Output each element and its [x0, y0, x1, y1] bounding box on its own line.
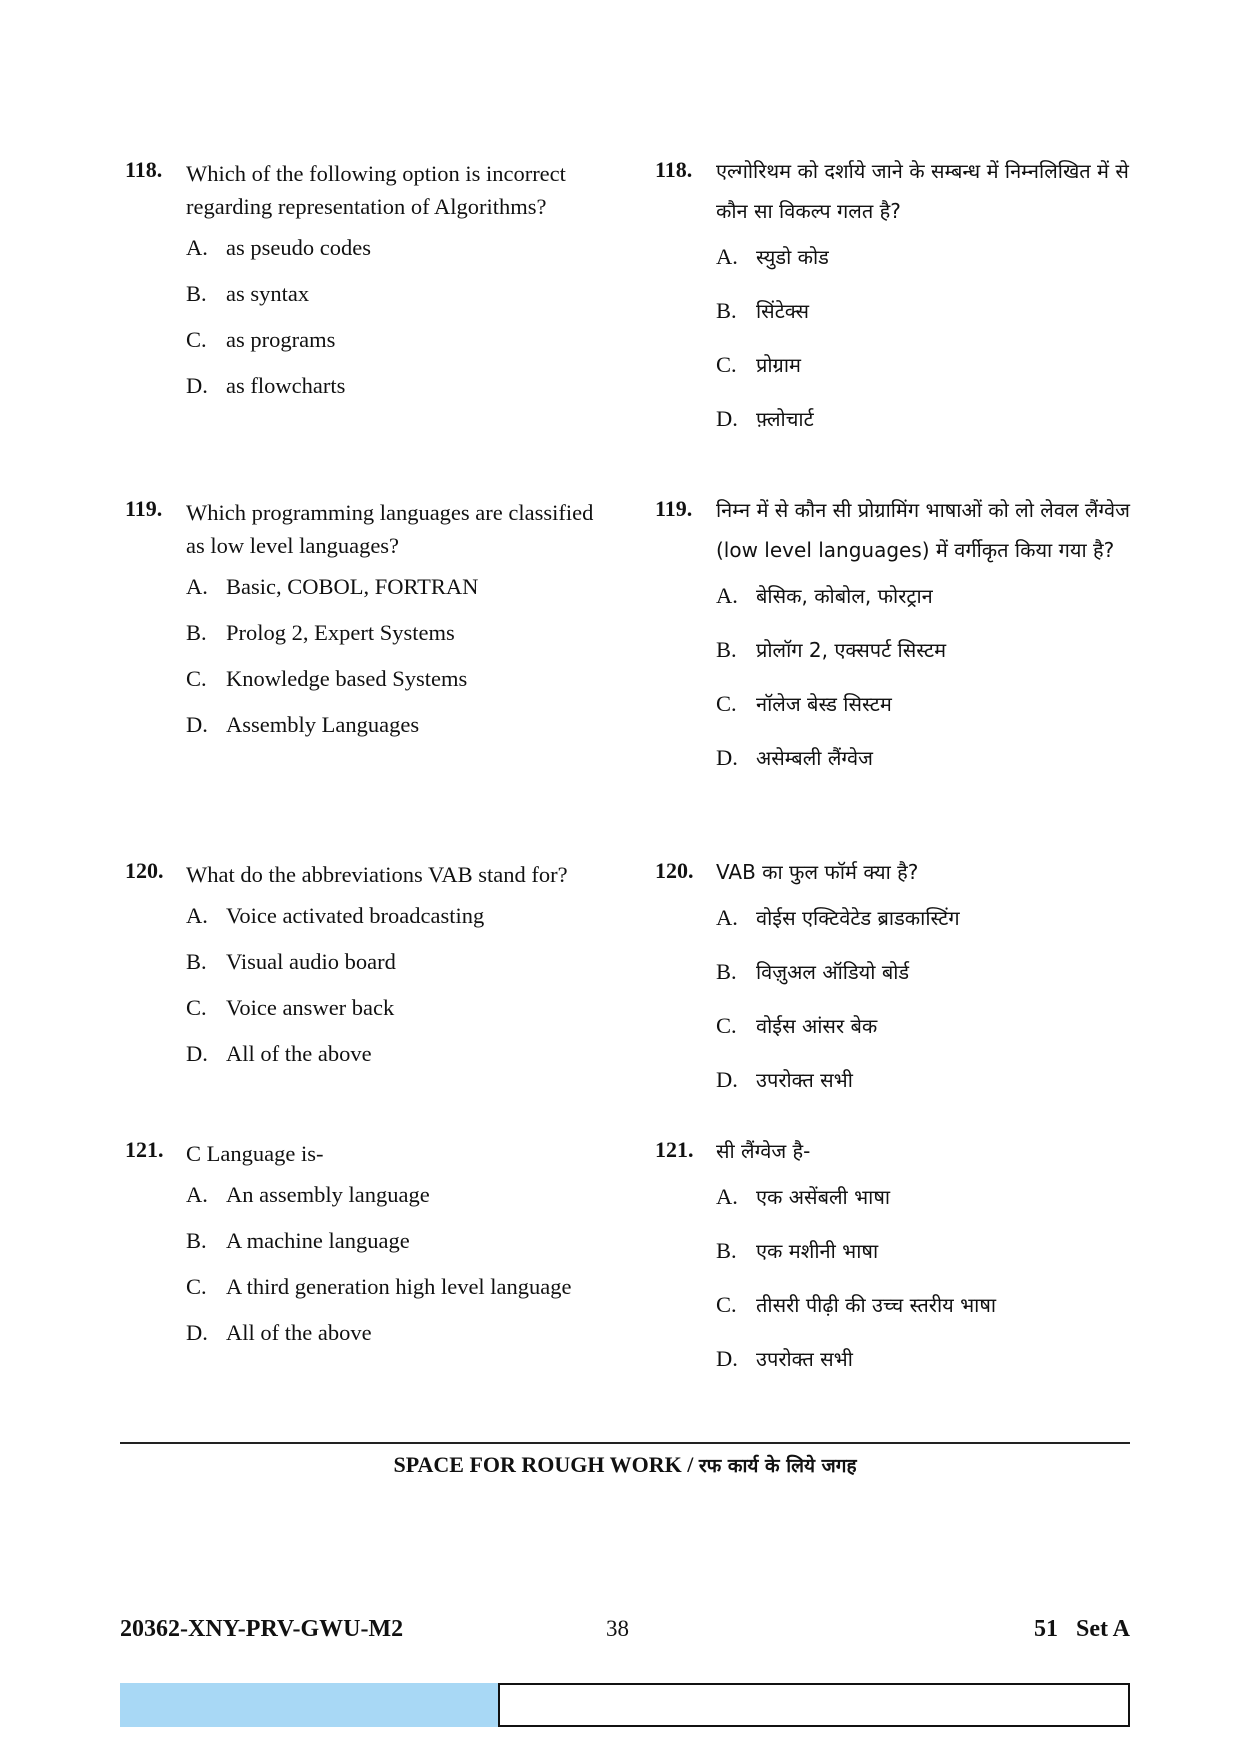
question-120-en: [125, 858, 595, 1083]
option-letter: B.: [186, 281, 207, 306]
option-c: [186, 1270, 595, 1303]
option-text: as flowcharts: [226, 373, 346, 398]
option-a: [716, 239, 1135, 275]
options-list: [186, 570, 595, 741]
option-a: [186, 231, 595, 264]
option-b: [186, 616, 595, 649]
question-118-en: [125, 157, 595, 415]
question-119-en: [125, 496, 595, 754]
options-list: [186, 899, 595, 1070]
question-number: 119.: [125, 496, 163, 521]
section-divider: [120, 1442, 1130, 1444]
option-c: [186, 323, 595, 356]
option-letter: D.: [186, 1041, 208, 1066]
option-letter: B.: [186, 1228, 207, 1253]
option-text: A machine language: [226, 1228, 410, 1253]
question-text: सी लैंग्वेज है-: [716, 1139, 811, 1163]
option-letter: A.: [716, 905, 738, 930]
option-text: तीसरी पीढ़ी की उच्च स्तरीय भाषा: [756, 1293, 997, 1317]
option-letter: C.: [186, 995, 207, 1020]
option-b: [716, 954, 1135, 990]
option-text: All of the above: [226, 1320, 372, 1345]
question-number: 120.: [125, 858, 164, 883]
option-a: [186, 899, 595, 932]
question-text: Which programming languages are classified as low level languages?: [186, 500, 594, 558]
option-letter: B.: [716, 298, 737, 323]
option-text: Voice activated broadcasting: [226, 903, 485, 928]
options-list: [186, 1178, 595, 1349]
option-c: [186, 991, 595, 1024]
rough-work-label-hi: रफ कार्य के लिये जगह: [698, 1455, 857, 1477]
option-letter: B.: [186, 620, 207, 645]
option-letter: D.: [186, 1320, 208, 1345]
question-number: 120.: [655, 858, 694, 883]
option-a: [716, 900, 1135, 936]
option-letter: C.: [716, 1013, 737, 1038]
option-b: [716, 632, 1135, 668]
option-text: उपरोक्त सभी: [756, 1068, 853, 1092]
option-letter: A.: [716, 583, 738, 608]
option-text: Knowledge based Systems: [226, 666, 468, 691]
option-text: Visual audio board: [226, 949, 396, 974]
option-text: उपरोक्त सभी: [756, 1347, 853, 1371]
option-text: Assembly Languages: [226, 712, 420, 737]
rough-work-label-en: SPACE FOR ROUGH WORK /: [393, 1452, 694, 1477]
question-text: निम्न में से कौन सी प्रोग्रामिंग भाषाओं को लो लेवल लैंग्वेज (low level languages) में वर्गीकृत किया गया है?: [716, 498, 1131, 562]
option-text: एक मशीनी भाषा: [756, 1239, 879, 1263]
option-text: विज़ुअल ऑडियो बोर्ड: [756, 960, 910, 984]
option-text: All of the above: [226, 1041, 372, 1066]
page-number: 38: [606, 1616, 629, 1641]
option-letter: A.: [186, 235, 208, 260]
option-letter: C.: [716, 691, 737, 716]
options-list: [186, 231, 595, 402]
option-c: [716, 686, 1135, 722]
question-number: 118.: [655, 157, 693, 182]
option-a: [716, 578, 1135, 614]
option-letter: B.: [716, 959, 737, 984]
option-letter: A.: [186, 1182, 208, 1207]
option-letter: A.: [716, 1184, 738, 1209]
option-a: [716, 1179, 1135, 1215]
option-c: [186, 662, 595, 695]
option-letter: A.: [716, 244, 738, 269]
question-number: 121.: [125, 1137, 164, 1162]
options-list: [716, 578, 1135, 776]
option-letter: C.: [186, 666, 207, 691]
option-text: फ़्लोचार्ट: [756, 407, 814, 431]
option-b: [186, 1224, 595, 1257]
option-c: [716, 347, 1135, 383]
rough-work-heading: [120, 1452, 1130, 1478]
option-text: सिंटेक्स: [756, 299, 810, 323]
option-letter: B.: [716, 637, 737, 662]
question-number: 119.: [655, 496, 693, 521]
option-text: प्रोग्राम: [756, 353, 801, 377]
option-text: Prolog 2, Expert Systems: [226, 620, 455, 645]
question-text: Which of the following option is incorrect regarding representation of Algorithms?: [186, 161, 566, 219]
option-text: Voice answer back: [226, 995, 395, 1020]
option-letter: D.: [716, 1346, 738, 1371]
set-label: 51 Set A: [1034, 1616, 1130, 1642]
option-text: as pseudo codes: [226, 235, 371, 260]
option-text: as syntax: [226, 281, 310, 306]
question-120-hi: [655, 858, 1135, 1116]
option-letter: C.: [716, 352, 737, 377]
option-letter: C.: [716, 1292, 737, 1317]
option-d: [716, 1062, 1135, 1098]
footer-empty-box: [498, 1683, 1130, 1727]
question-text: VAB का फुल फॉर्म क्या है?: [716, 860, 919, 884]
option-text: स्युडो कोड: [756, 245, 829, 269]
booklet-code: 20362-XNY-PRV-GWU-M2: [120, 1616, 404, 1642]
option-d: [186, 1037, 595, 1070]
question-119-hi: [655, 496, 1135, 794]
option-letter: B.: [716, 1238, 737, 1263]
options-list: [716, 1179, 1135, 1377]
option-letter: D.: [716, 406, 738, 431]
option-text: Basic, COBOL, FORTRAN: [226, 574, 479, 599]
option-b: [716, 293, 1135, 329]
option-d: [186, 708, 595, 741]
option-letter: D.: [716, 745, 738, 770]
option-d: [186, 1316, 595, 1349]
option-text: as programs: [226, 327, 336, 352]
option-letter: D.: [186, 373, 208, 398]
question-number: 121.: [655, 1137, 694, 1162]
option-text: प्रोलॉग 2, एक्सपर्ट सिस्टम: [756, 638, 947, 662]
option-text: वोईस एक्टिवेटेड ब्राडकास्टिंग: [756, 906, 960, 930]
option-d: [716, 401, 1135, 437]
option-text: असेम्बली लैंग्वेज: [756, 746, 873, 770]
option-text: A third generation high level language: [226, 1274, 572, 1299]
option-c: [716, 1287, 1135, 1323]
options-list: [716, 239, 1135, 437]
question-121-hi: [655, 1137, 1135, 1395]
option-a: [186, 1178, 595, 1211]
footer-color-band: [120, 1683, 498, 1727]
option-a: [186, 570, 595, 603]
option-text: वोईस आंसर बेक: [756, 1014, 878, 1038]
option-letter: C.: [186, 1274, 207, 1299]
option-b: [716, 1233, 1135, 1269]
option-d: [716, 740, 1135, 776]
option-letter: C.: [186, 327, 207, 352]
option-letter: D.: [186, 712, 208, 737]
option-text: नॉलेज बेस्ड सिस्टम: [756, 692, 892, 716]
option-b: [186, 945, 595, 978]
question-number: 118.: [125, 157, 163, 182]
question-118-hi: [655, 157, 1135, 455]
options-list: [716, 900, 1135, 1098]
question-text: एल्गोरिथम को दर्शाये जाने के सम्बन्ध में निम्नलिखित में से कौन सा विकल्प गलत है?: [716, 159, 1129, 223]
question-121-en: [125, 1137, 595, 1362]
option-text: एक असेंबली भाषा: [756, 1185, 891, 1209]
option-c: [716, 1008, 1135, 1044]
option-letter: A.: [186, 574, 208, 599]
option-letter: B.: [186, 949, 207, 974]
option-letter: A.: [186, 903, 208, 928]
question-text: C Language is-: [186, 1141, 324, 1166]
option-text: An assembly language: [226, 1182, 430, 1207]
question-text: What do the abbreviations VAB stand for?: [186, 862, 568, 887]
option-b: [186, 277, 595, 310]
option-letter: D.: [716, 1067, 738, 1092]
option-text: बेसिक, कोबोल, फोरट्रान: [756, 584, 933, 608]
option-d: [716, 1341, 1135, 1377]
option-d: [186, 369, 595, 402]
